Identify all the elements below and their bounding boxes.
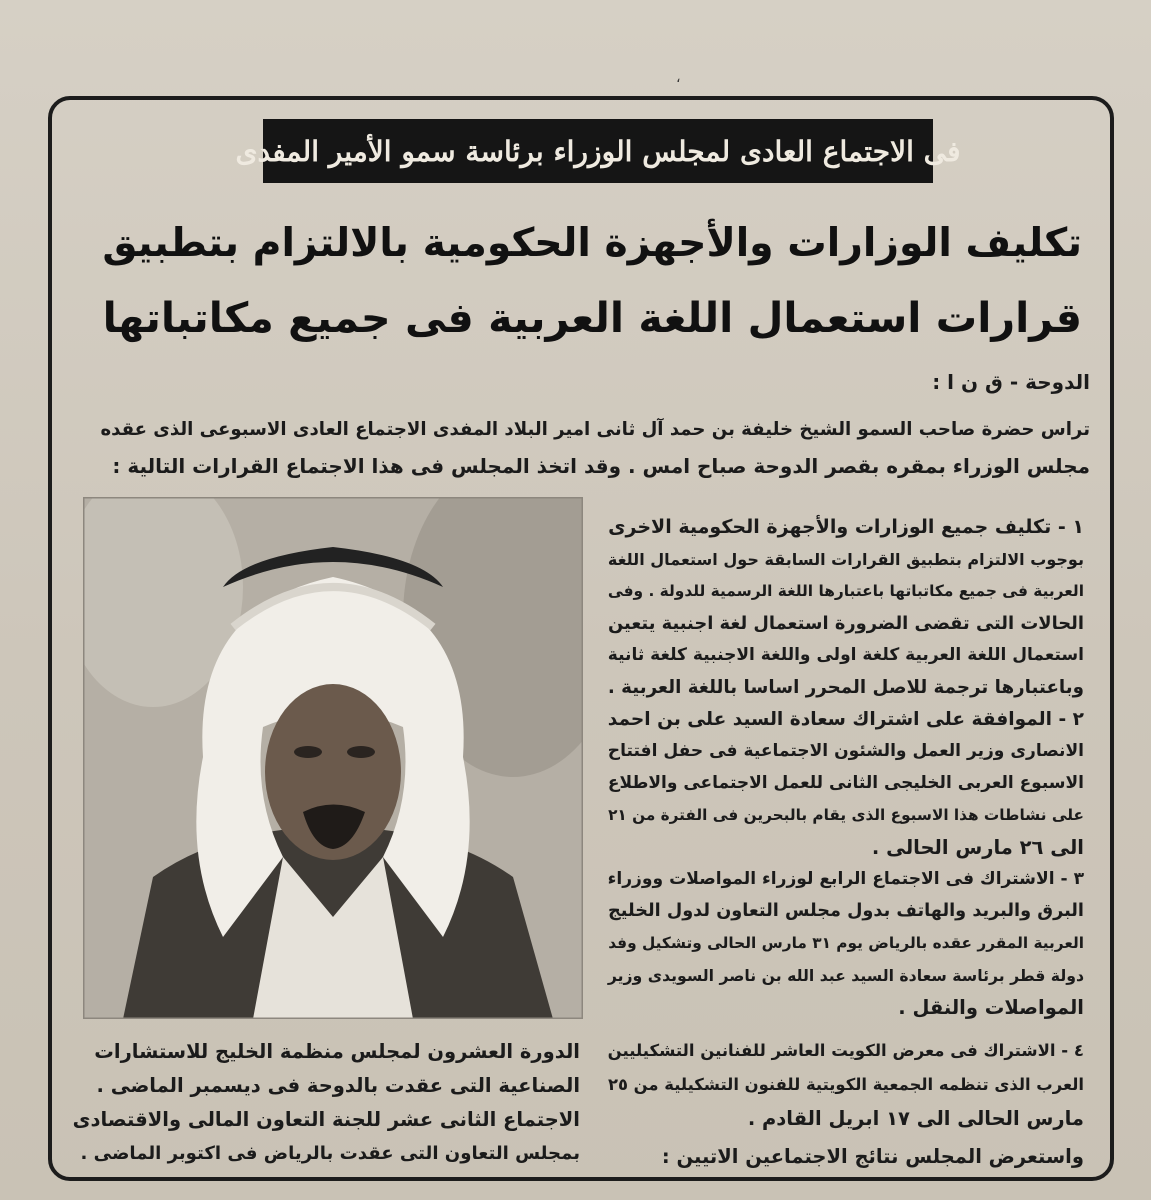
body-line: المواصلات والنقل . xyxy=(898,996,1084,1019)
body-line: العربية فى جميع مكاتباتها باعتبارها اللغة الرسمية للدولة . وفى xyxy=(607,582,1084,600)
intro-line: مجلس الوزراء بمقره بقصر الدوحة صباح امس . وقد اتخذ المجلس فى هذا الاجتماع القرارات التالية : xyxy=(112,454,1090,478)
body-line: استعمال اللغة العربية كلغة اولى واللغة الاجنبية كلغة ثانية xyxy=(607,645,1084,665)
caption-line: بمجلس التعاون التى عقدت بالرياض فى اكتوبر الماضى . xyxy=(80,1143,580,1164)
body-line: ١ - تكليف جميع الوزارات والأجهزة الحكومية الاخرى xyxy=(608,516,1084,538)
kicker-banner: فى الاجتماع العادى لمجلس الوزراء برئاسة سمو الأمير المفدى xyxy=(263,119,933,183)
body-line: الحالات التى تقضى الضرورة استعمال لغة اجنبية يتعين xyxy=(607,613,1084,634)
dateline: الدوحة - ق ن ا : xyxy=(932,370,1090,394)
page-mark: ، xyxy=(676,70,681,86)
portrait-photo xyxy=(83,497,583,1019)
body-line: مارس الحالى الى ١٧ ابريل القادم . xyxy=(747,1107,1084,1130)
body-line: وباعتبارها ترجمة للاصل المحرر اساسا باللغة العربية . xyxy=(607,677,1084,698)
body-line: ٣ - الاشتراك فى الاجتماع الرابع لوزراء المواصلات ووزراء xyxy=(607,869,1084,889)
caption-line: الاجتماع الثانى عشر للجنة التعاون المالى والاقتصادى xyxy=(72,1108,580,1131)
body-line: الاسبوع العربى الخليجى الثانى للعمل الاجتماعى والاطلاع xyxy=(607,773,1084,793)
body-line: واستعرض المجلس نتائج الاجتماعين الاتيين : xyxy=(661,1145,1084,1168)
portrait-illustration xyxy=(83,497,583,1019)
body-line: العربية المقرر عقده بالرياض يوم ٣١ مارس الحالى وتشكيل وفد xyxy=(608,934,1084,952)
headline-line-2: قرارات استعمال اللغة العربية فى جميع مكاتباتها xyxy=(102,294,1082,342)
body-line: ٤ - الاشتراك فى معرض الكويت العاشر للفنانين التشكيليين xyxy=(607,1041,1084,1060)
caption-line: الصناعية التى عقدت بالدوحة فى ديسمبر الماضى . xyxy=(96,1074,580,1097)
body-line: على نشاطات هذا الاسبوع الذى يقام بالبحرين فى الفترة من ٢١ xyxy=(608,806,1084,824)
body-line: ٢ - الموافقة على اشتراك سعادة السيد على بن احمد xyxy=(607,709,1084,730)
headline-line-1: تكليف الوزارات والأجهزة الحكومية بالالتزام بتطبيق xyxy=(102,221,1082,266)
body-line: العرب الذى تنظمه الجمعية الكويتية للفنون التشكيلية من ٢٥ xyxy=(607,1075,1084,1094)
body-line: دولة قطر برئاسة سعادة السيد عبد الله بن ناصر السويدى وزير xyxy=(607,966,1084,985)
body-line: بوجوب الالتزام بتطبيق القرارات السابقة حول استعمال اللغة xyxy=(607,550,1084,569)
intro-line: تراس حضرة صاحب السمو الشيخ خليفة بن حمد آل ثانى امير البلاد المفدى الاجتماع العادى الاسبوعى الذى عقده xyxy=(100,419,1090,440)
body-line: البرق والبريد والهاتف بدول مجلس التعاون لدول الخليج xyxy=(608,901,1084,921)
caption-line: الدورة العشرون لمجلس منظمة الخليج للاستشارات xyxy=(94,1040,580,1063)
body-line: الانصارى وزير العمل والشئون الاجتماعية فى حفل افتتاح xyxy=(607,741,1084,761)
body-line: الى ٢٦ مارس الحالى . xyxy=(871,836,1084,859)
